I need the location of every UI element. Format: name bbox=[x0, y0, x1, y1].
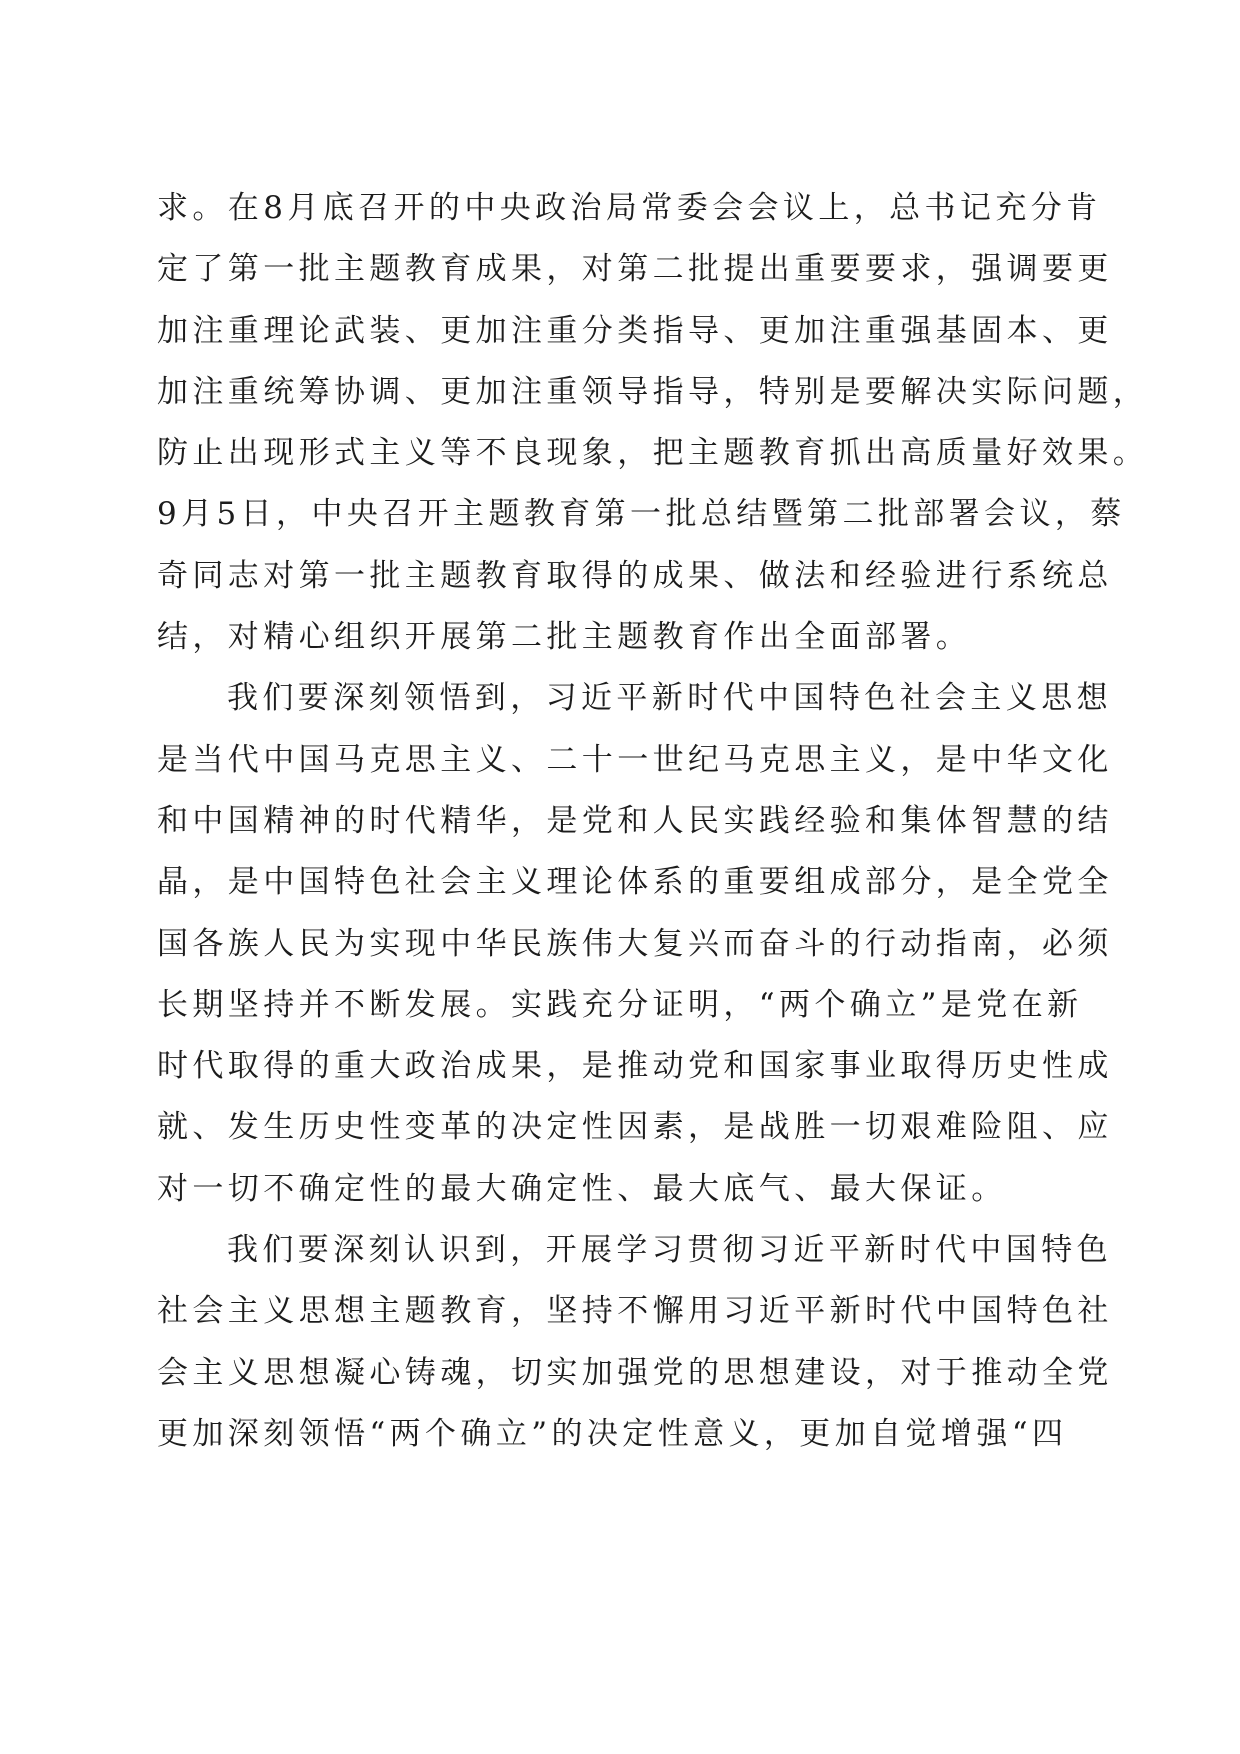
text-line: 长期坚持并不断发展。实践充分证明，“两个确立”是党在新 bbox=[157, 986, 1083, 1023]
text-line: 和中国精神的时代精华，是党和人民实践经验和集体智慧的结 bbox=[157, 802, 1113, 839]
text-line: 防止出现形式主义等不良现象，把主题教育抓出高质量好效果。 bbox=[157, 435, 1149, 472]
text-line: 会主义思想凝心铸魂，切实加强党的思想建设，对于推动全党 bbox=[157, 1354, 1113, 1391]
text-line: 结，对精心组织开展第二批主题教育作出全面部署。 bbox=[157, 619, 972, 656]
text-line: 是当代中国马克思主义、二十一世纪马克思主义，是中华文化 bbox=[157, 741, 1113, 778]
text-line: 定了第一批主题教育成果，对第二批提出重要要求，强调要更 bbox=[157, 251, 1113, 288]
text-line: 晶，是中国特色社会主义理论体系的重要组成部分，是全党全 bbox=[157, 864, 1113, 901]
text-line: 加注重统筹协调、更加注重领导指导，特别是要解决实际问题， bbox=[157, 373, 1149, 410]
body-text bbox=[157, 178, 1149, 1465]
text-line: 社会主义思想主题教育，坚持不懈用习近平新时代中国特色社 bbox=[157, 1293, 1113, 1330]
text-line: 就、发生历史性变革的决定性因素，是战胜一切艰难险阻、应 bbox=[157, 1109, 1113, 1146]
text-line: 加注重理论武装、更加注重分类指导、更加注重强基固本、更 bbox=[157, 312, 1113, 349]
text-line: 国各族人民为实现中华民族伟大复兴而奋斗的行动指南，必须 bbox=[157, 925, 1113, 962]
text-line: 求。在8月底召开的中央政治局常委会会议上，总书记充分肯 bbox=[157, 190, 1102, 226]
text-line: 更加深刻领悟“两个确立”的决定性意义，更加自觉增强“四 bbox=[157, 1415, 1068, 1452]
text-line: 9月5日，中央召开主题教育第一批总结暨第二批部署会议，蔡 bbox=[157, 496, 1126, 533]
text-line: 对一切不确定性的最大确定性、最大底气、最大保证。 bbox=[157, 1170, 1007, 1207]
text-line: 奇同志对第一批主题教育取得的成果、做法和经验进行系统总 bbox=[157, 557, 1113, 594]
paragraph-start-line: 我们要深刻认识到，开展学习贯彻习近平新时代中国特色 bbox=[227, 1232, 1112, 1269]
text-line: 时代取得的重大政治成果，是推动党和国家事业取得历史性成 bbox=[157, 1048, 1113, 1085]
paragraph-start-line: 我们要深刻领悟到，习近平新时代中国特色社会主义思想 bbox=[227, 680, 1112, 717]
